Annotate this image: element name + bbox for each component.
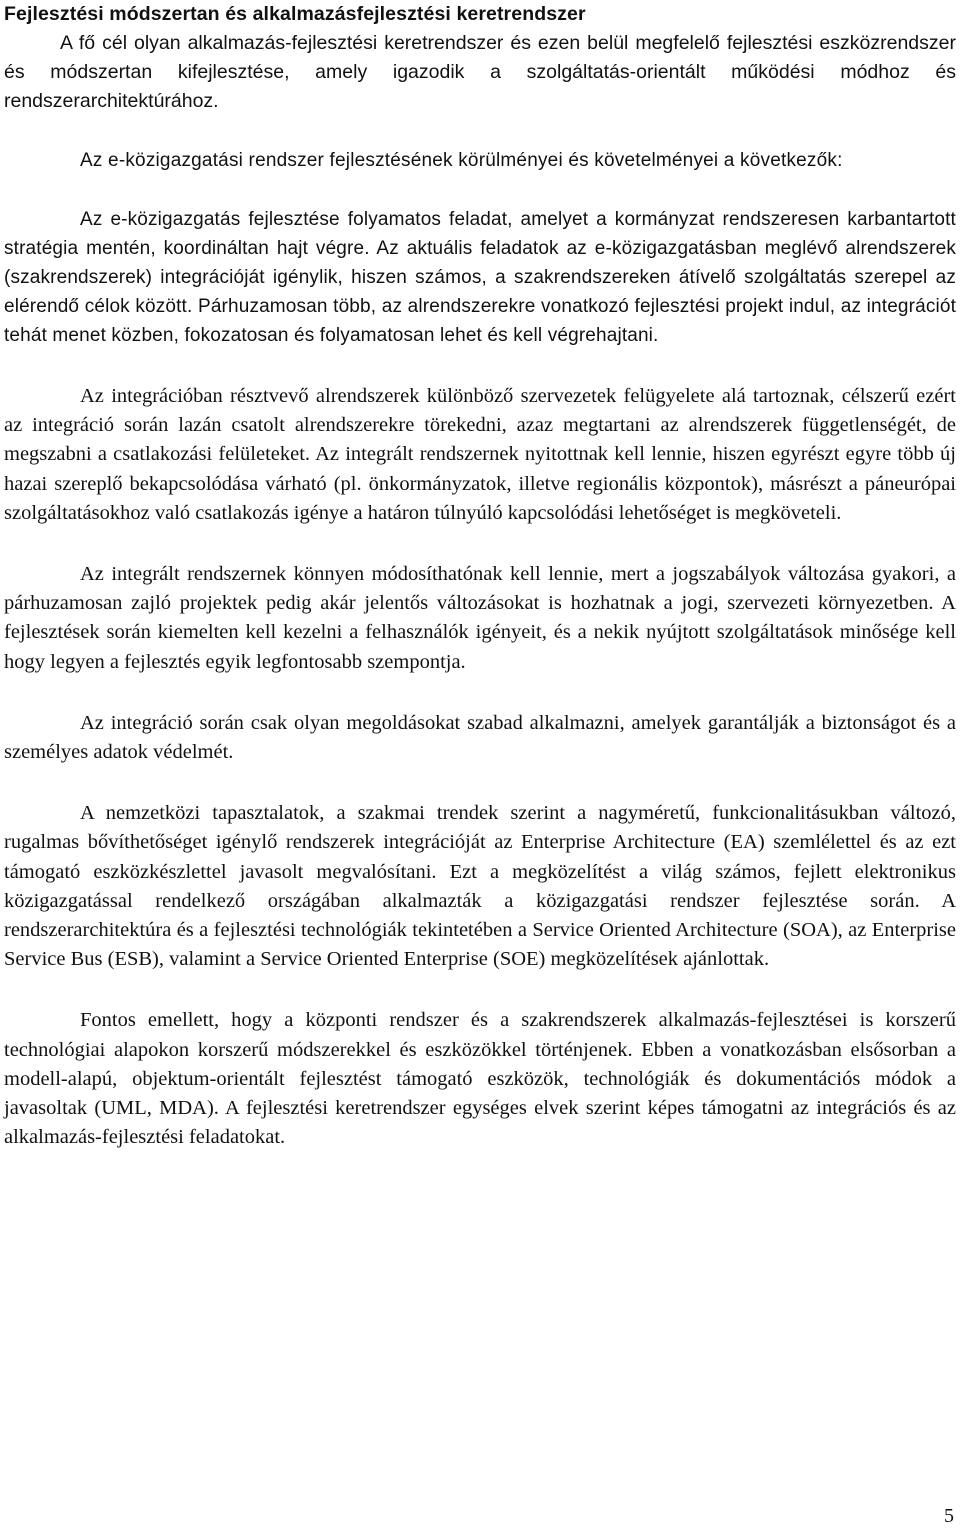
document-page [4, 0, 956, 1152]
body-paragraph-3: Az integrált rendszernek könnyen módosíthatónak kell lennie, mert a jogszabályok változása gyakori, a párhuzamosan zajló projektek pedig akár jelentős változásokat is hozhatnak a jogi, szervezeti környezetben. A fejlesztések során kiemelten kell kezelni a felhasználók igényeit, és a nekik nyújtott szolgáltatások minősége kell hogy legyen a fejlesztés egyik legfontosabb szempontja. [4, 563, 956, 673]
page-number: 5 [944, 1505, 954, 1527]
requirements-lead-paragraph: Az e-közigazgatási rendszer fejlesztésének körülményei és követelményei a következők: [80, 150, 843, 171]
spacer [4, 767, 956, 799]
spacer [4, 677, 956, 709]
spacer [4, 175, 956, 205]
intro-paragraph: A fő cél olyan alkalmazás-fejlesztési keretrendszer és ezen belül megfelelő fejlesztési eszközrendszer és módszertan kifejlesztése, amely igazodik a szolgáltatás-orientált működési módhoz és rendszerarchitektúrához. [4, 32, 956, 112]
body-paragraph-5: A nemzetközi tapasztalatok, a szakmai trendek szerint a nagyméretű, funkcionalitásukban változó, rugalmas bővíthetőséget igénylő rendszerek integrációját az Enterprise Architecture (EA) szemlélettel és az ezt támogató eszközkészlettel javasolt megvalósítani. Ezt a megközelítést a világ számos, fejlett elektronikus közigazgatással rendelkező országában alkalmazták a közigazgatási rendszer fejlesztése során. A rendszerarchitektúra és a fejlesztési technológiák tekintetében a Service Oriented Architecture (SOA), az Enterprise Service Bus (ESB), valamint a Service Oriented Enterprise (SOE) megközelítések ajánlottak. [4, 802, 956, 971]
spacer [4, 974, 956, 1006]
body-paragraph-4: Az integráció során csak olyan megoldásokat szabad alkalmazni, amelyek garantálják a biztonságot és a személyes adatok védelmét. [4, 711, 956, 764]
body-paragraph-6: Fontos emellett, hogy a központi rendszer és a szakrendszerek alkalmazás-fejlesztései is korszerű technológiai alapokon korszerű módszerekkel és eszközökkel történjenek. Ebben a vonatkozásban elsősorban a modell-alapú, objektum-orientált fejlesztést támogató eszközök, technológiák és dokumentációs módok a javasoltak (UML, MDA). A fejlesztési keretrendszer egységes elvek szerint képes támogatni az integrációs és az alkalmazás-fejlesztési feladatokat. [4, 1009, 956, 1149]
body-paragraph-1: Az e-közigazgatás fejlesztése folyamatos feladat, amelyet a kormányzat rendszeresen karbantartott stratégia mentén, koordináltan hajt végre. Az aktuális feladatok az e-közigazgatásban meglévő alrendszerek (szakrendszerek) integrációját igénylik, hiszen számos, a szakrendszereken átívelő szolgáltatás szerepel az elérendő célok között. Párhuzamosan több, az alrendszerekre vonatkozó fejlesztési projekt indul, az integrációt tehát menet közben, fokozatosan és folyamatosan lehet és kell végrehajtani. [4, 209, 956, 346]
spacer [4, 350, 956, 382]
spacer [4, 116, 956, 146]
body-paragraph-2: Az integrációban résztvevő alrendszerek különböző szervezetek felügyelete alá tartoznak, célszerű ezért az integráció során lazán csatolt alrendszerekre törekedni, azaz megtartani az alrendszerek függetlenségét, de megszabni a csatlakozási felületeket. Az integrált rendszernek nyitottnak kell lennie, hiszen egyrészt egyre több új hazai szereplő bekapcsolódása várható (pl. önkormányzatok, illetve regionális központok), másrészt a páneurópai szolgáltatásokhoz való csatlakozás igénye a határon túlnyúló kapcsolódási lehetőséget is megköveteli. [4, 385, 956, 524]
section-heading: Fejlesztési módszertan és alkalmazásfejlesztési keretrendszer [4, 3, 586, 25]
spacer [4, 528, 956, 560]
